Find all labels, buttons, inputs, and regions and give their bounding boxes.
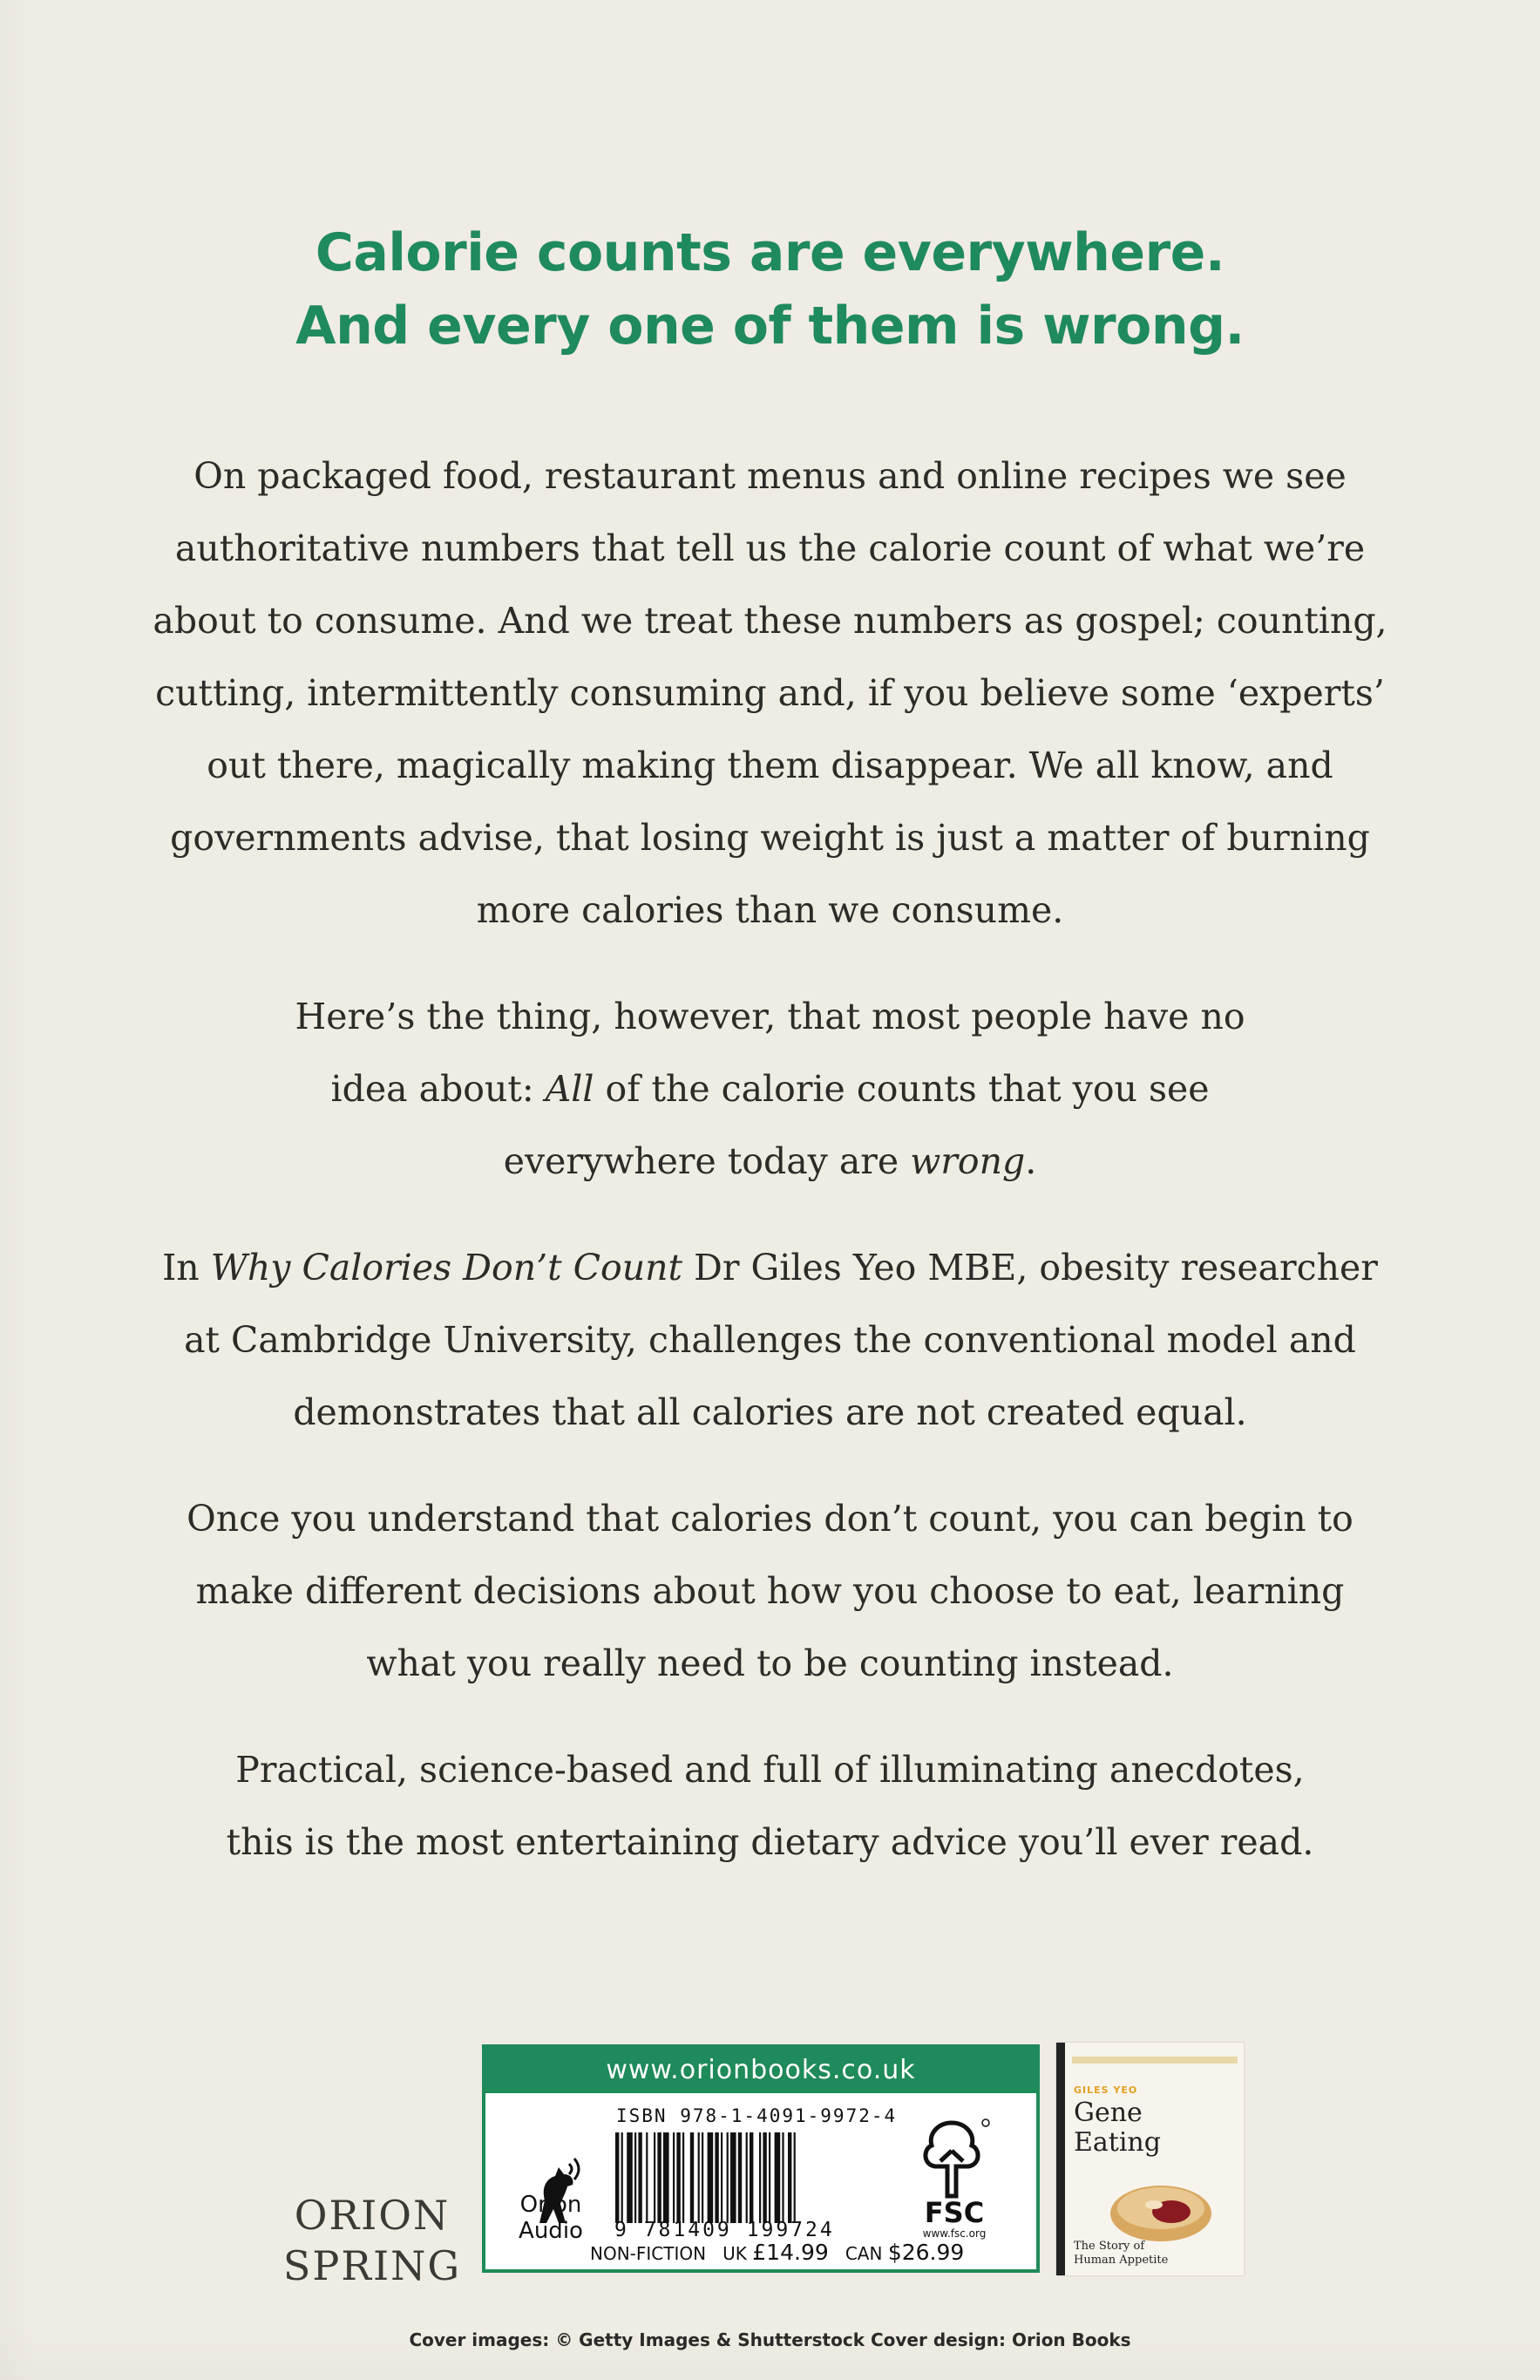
book-subtitle-line-2: Human Appetite (1074, 2254, 1169, 2267)
barcode-bar (615, 2132, 619, 2223)
text-line: make different decisions about how you choose to eat, learning (195, 1570, 1345, 1612)
book-title-line-1: Gene (1074, 2098, 1143, 2128)
book-title-line-2: Eating (1074, 2127, 1161, 2158)
barcode-bar (646, 2132, 648, 2223)
cover-credits: Cover images: © Getty Images & Shutterstock Cover design: Orion Books (409, 2329, 1131, 2350)
barcode-bar (788, 2132, 791, 2223)
doughnut-image-icon (1100, 2172, 1222, 2250)
barcode-bar (775, 2132, 781, 2223)
barcode-bar (794, 2132, 796, 2223)
related-book-title (1074, 2098, 1239, 2158)
related-book-cover (1056, 2043, 1244, 2275)
barcode-bar (621, 2132, 623, 2223)
barcode-bar (721, 2132, 723, 2223)
barcode-bar (627, 2132, 633, 2223)
barcode-bar (690, 2132, 694, 2223)
text-line: about to consume. And we treat these numbers as gospel; counting, (153, 600, 1387, 642)
text-span: . (1025, 1140, 1037, 1182)
text-line: out there, magically making them disappear. We all know, and (207, 745, 1333, 786)
blurb-paragraph-2 (105, 981, 1435, 1198)
text-line: Once you understand that calories don’t count, you can begin to (187, 1498, 1353, 1540)
headline-line-2: And every one of them is wrong. (295, 296, 1245, 357)
text-line: On packaged food, restaurant menus and online recipes we see (193, 455, 1347, 497)
isbn-number: ISBN 978-1-4091-9972-4 (616, 2105, 898, 2126)
text-line: governments advise, that losing weight is just a matter of burning (170, 817, 1370, 859)
fsc-label: FSC (924, 2196, 985, 2229)
text-line: what you really need to be counting instead. (366, 1642, 1174, 1684)
barcode-bar (634, 2132, 636, 2223)
book-title-italic: Why Calories Don’t Count (210, 1247, 682, 1289)
barcode-bar (638, 2132, 641, 2223)
barcode-digits: 9 781409 199724 (614, 2219, 835, 2241)
orion-spring-logo (281, 2190, 464, 2291)
text-span: of the calorie counts that you see (594, 1068, 1210, 1110)
barcode-bar (702, 2132, 703, 2223)
text-line: this is the most entertaining dietary advice you’ll ever read. (226, 1821, 1314, 1863)
text-line (105, 1125, 1435, 1198)
blurb-paragraph-3 (105, 1232, 1435, 1449)
text-line: more calories than we consume. (476, 889, 1064, 931)
barcode-bar (676, 2132, 680, 2223)
text-line: Here’s the thing, however, that most people have no (295, 996, 1245, 1037)
text-line (105, 1232, 1435, 1304)
barcode-bar (750, 2132, 753, 2223)
can-label: CAN (845, 2243, 883, 2264)
headline-line-1: Calorie counts are everywhere. (315, 222, 1225, 283)
publisher-line-2: SPRING (282, 2242, 462, 2289)
book-top-strip (1072, 2057, 1238, 2064)
barcode-bar (769, 2132, 770, 2223)
publisher-line-1: ORION (294, 2192, 451, 2239)
text-span: everywhere today are (503, 1140, 911, 1182)
uk-label: UK (723, 2243, 747, 2264)
barcode-bar (698, 2132, 700, 2223)
barcode-bar (727, 2132, 729, 2223)
text-line: Practical, science-based and full of illuminating anecdotes, (235, 1749, 1305, 1791)
emphasis-text: wrong (910, 1140, 1026, 1182)
barcode-bar (759, 2132, 761, 2223)
barcode-bar (654, 2132, 655, 2223)
text-line: authoritative numbers that tell us the calorie count of what we’re (174, 527, 1366, 569)
text-line: at Cambridge University, challenges the conventional model and (184, 1319, 1356, 1361)
barcode-panel (482, 2044, 1040, 2273)
barcode-bar (657, 2132, 661, 2223)
audio-line-2: Audio (519, 2218, 583, 2244)
can-price: $26.99 (887, 2240, 965, 2265)
barcode-bar (663, 2132, 669, 2223)
category-label: NON-FICTION (590, 2243, 707, 2264)
related-book-author: GILES YEO (1074, 2084, 1138, 2096)
blurb-paragraph-1 (105, 440, 1435, 947)
text-span: In (162, 1247, 211, 1289)
related-book-subtitle (1074, 2240, 1239, 2268)
publisher-url: www.orionbooks.co.uk (485, 2048, 1036, 2093)
barcode-bar (738, 2132, 742, 2223)
orion-audio-label (503, 2192, 599, 2244)
fsc-tree-icon (912, 2116, 991, 2203)
text-span: Dr Giles Yeo MBE, obesity researcher (682, 1247, 1378, 1289)
price-line (590, 2240, 1026, 2265)
barcode-bar (730, 2132, 736, 2223)
barcode-bar (763, 2132, 766, 2223)
text-line: demonstrates that all calories are not created equal. (293, 1391, 1247, 1433)
fsc-url: www.fsc.org (922, 2227, 987, 2240)
blurb-paragraph-5 (105, 1734, 1435, 1879)
barcode-bar (673, 2132, 675, 2223)
text-span: idea about: (330, 1068, 546, 1110)
text-line (105, 1053, 1435, 1125)
barcode-bar (746, 2132, 748, 2223)
headline (0, 216, 1540, 363)
text-line: cutting, intermittently consuming and, if you believe some ‘experts’ (155, 672, 1385, 714)
book-subtitle-line-1: The Story of (1074, 2240, 1145, 2253)
barcode-bar (715, 2132, 718, 2223)
blurb-paragraph-4 (105, 1483, 1435, 1700)
uk-price: £14.99 (752, 2240, 829, 2265)
barcode-bar (682, 2132, 684, 2223)
emphasis-text: All (545, 1068, 594, 1110)
barcode-bar (782, 2132, 784, 2223)
barcode-bar (708, 2132, 714, 2223)
barcode-icon (612, 2132, 873, 2223)
audio-line-1: Orion (519, 2192, 582, 2218)
